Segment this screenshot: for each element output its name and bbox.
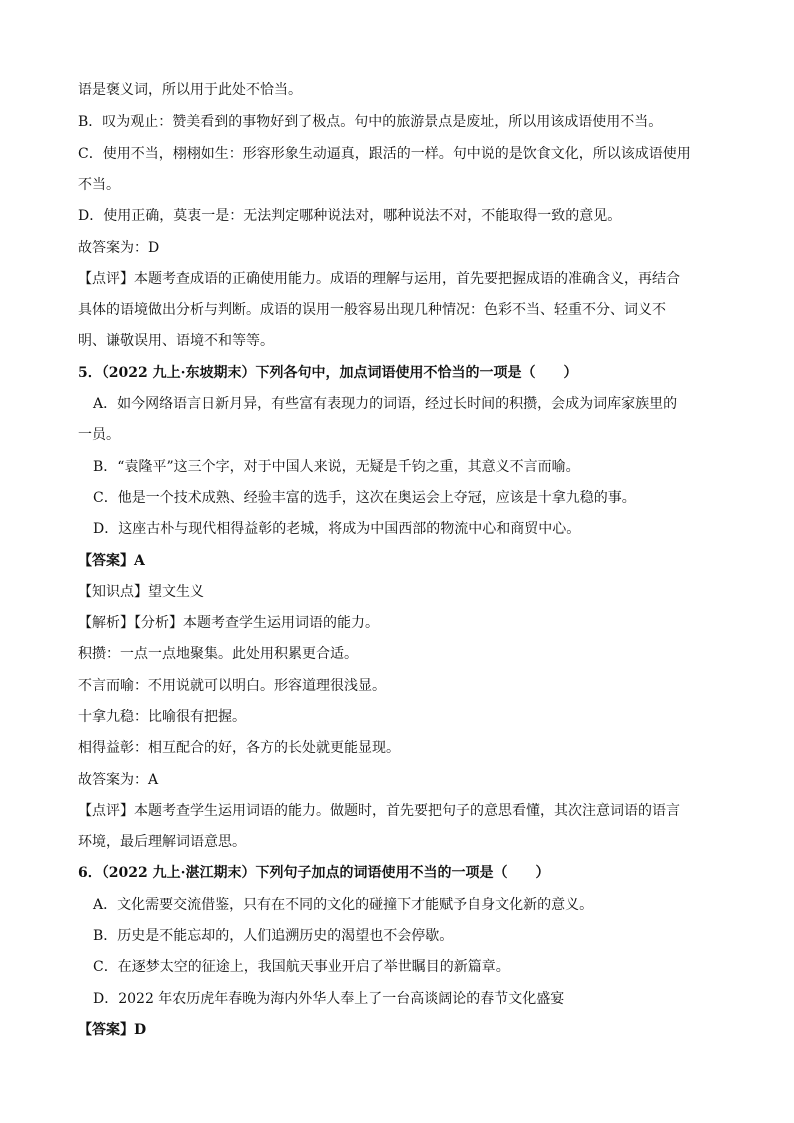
text-line: 语是褒义词，所以用于此处不恰当。	[78, 82, 302, 98]
text-line: 十拿九稳：比喻很有把握。	[78, 709, 246, 725]
option-d: D．这座古朴与现代相得益彰的老城，将成为中国西部的物流中心和商贸中心。	[93, 521, 581, 537]
text-line: 明、谦敬误用、语境不和等等。	[78, 333, 274, 349]
option-c: C．他是一个技术成熟、经验丰富的选手，这次在奥运会上夺冠，应该是十拿九稳的事。	[93, 490, 636, 506]
text-line: 故答案为：A	[78, 772, 159, 788]
text-line: 不当。	[78, 177, 120, 193]
question-5-stem: 5．（2022 九上·东坡期末）下列各句中，加点词语使用不恰当的一项是（ ）	[78, 365, 578, 381]
text-line: 故答案为：D	[78, 240, 160, 256]
analysis-line: 【解析】【分析】本题考查学生运用词语的能力。	[78, 615, 379, 631]
comment-line: 【点评】本题考查学生运用词语的能力。做题时，首先要把句子的意思看懂，其次注意词语的语言	[78, 803, 680, 819]
text-line: 环境，最后理解词语意思。	[78, 834, 246, 850]
text-line: C．使用不当，栩栩如生：形容形象生动逼真，跟活的一样。句中说的是饮食文化，所以该成语使用	[78, 146, 691, 162]
text-line: 一员。	[78, 427, 120, 443]
knowledge-point: 【知识点】望文生义	[78, 584, 204, 600]
answer-label: 【答案】A	[78, 553, 145, 569]
option-c: C．在逐梦太空的征途上，我国航天事业开启了举世瞩目的新篇章。	[93, 959, 510, 975]
option-b: B．历史是不能忘却的，人们追溯历史的渴望也不会停歇。	[93, 928, 454, 944]
question-6-stem: 6．（2022 九上·湛江期末）下列句子加点的词语使用不当的一项是（ ）	[78, 865, 550, 881]
text-line: B．叹为观止：赞美看到的事物好到了极点。句中的旅游景点是废址，所以用该成语使用不当。	[78, 114, 663, 130]
option-a: A．如今网络语言日新月异，有些富有表现力的词语，经过长时间的积攒，会成为词库家族里的	[93, 396, 678, 412]
answer-label: 【答案】D	[78, 1022, 147, 1038]
option-a: A．文化需要交流借鉴，只有在不同的文化的碰撞下才能赋予自身文化新的意义。	[93, 897, 594, 913]
text-line: 具体的语境做出分析与判断。成语的误用一般容易出现几种情况：色彩不当、轻重不分、词义不	[78, 302, 666, 318]
text-line: 不言而喻：不用说就可以明白。形容道理很浅显。	[78, 678, 386, 694]
text-line: 相得益彰：相互配合的好，各方的长处就更能显现。	[78, 740, 400, 756]
comment-line: 【点评】本题考查成语的正确使用能力。成语的理解与运用，首先要把握成语的准确含义，再结合	[78, 271, 680, 287]
text-line: 积攒：一点一点地聚集。此处用积累更合适。	[78, 646, 358, 662]
option-b: B．“袁隆平”这三个字，对于中国人来说，无疑是千钧之重，其意义不言而喻。	[93, 459, 580, 475]
option-d: D．2022 年农历虎年春晚为海内外华人奉上了一台高谈阔论的春节文化盛宴	[93, 991, 565, 1007]
text-line: D．使用正确，莫衷一是：无法判定哪种说法对，哪种说法不对，不能取得一致的意见。	[78, 208, 622, 224]
